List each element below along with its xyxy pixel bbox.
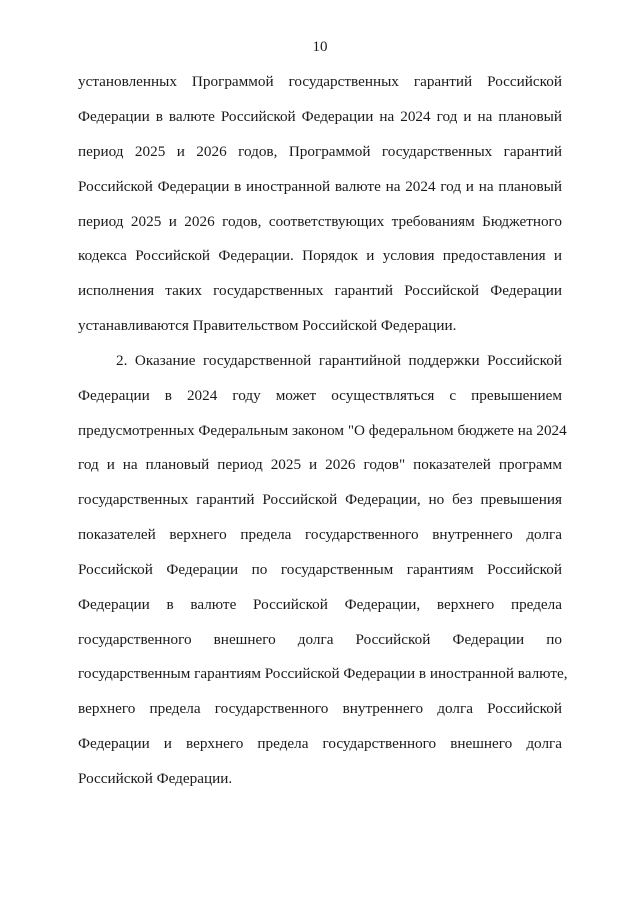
paragraph-2-line-5: государственных гарантий Российской Федерации, но без превышения xyxy=(78,491,562,508)
paragraph-2-line-2: Федерации в 2024 году может осуществляться с превышением xyxy=(78,387,562,404)
paragraph-2-line-10: государственным гарантиям Российской Федерации в иностранной валюте, xyxy=(78,665,568,682)
paragraph-2-line-1: 2. Оказание государственной гарантийной поддержки Российской xyxy=(116,352,562,369)
paragraph-1-line-8: устанавливаются Правительством Российской Федерации. xyxy=(78,317,457,334)
paragraph-1-line-2: Федерации в валюте Российской Федерации на 2024 год и на плановый xyxy=(78,108,562,125)
paragraph-1-line-6: кодекса Российской Федерации. Порядок и условия предоставления и xyxy=(78,247,562,264)
paragraph-2-line-9: государственного внешнего долга Российской Федерации по xyxy=(78,631,562,648)
paragraph-2-line-8: Федерации в валюте Российской Федерации, верхнего предела xyxy=(78,596,562,613)
page-number: 10 xyxy=(312,39,328,55)
paragraph-2-line-7: Российской Федерации по государственным гарантиям Российской xyxy=(78,561,562,578)
paragraph-2-line-4: год и на плановый период 2025 и 2026 годов" показателей программ xyxy=(78,456,562,473)
paragraph-1-line-3: период 2025 и 2026 годов, Программой государственных гарантий xyxy=(78,143,562,160)
paragraph-1-line-4: Российской Федерации в иностранной валюте на 2024 год и на плановый xyxy=(78,178,562,195)
paragraph-1-line-1: установленных Программой государственных гарантий Российской xyxy=(78,73,562,90)
paragraph-2-line-13: Российской Федерации. xyxy=(78,770,233,787)
paragraph-1-line-7: исполнения таких государственных гарантий Российской Федерации xyxy=(78,282,562,299)
paragraph-2-line-12: Федерации и верхнего предела государственного внешнего долга xyxy=(78,735,562,752)
paragraph-1-line-5: период 2025 и 2026 годов, соответствующих требованиям Бюджетного xyxy=(78,213,562,230)
paragraph-2-line-6: показателей верхнего предела государственного внутреннего долга xyxy=(78,526,562,543)
paragraph-2-line-11: верхнего предела государственного внутреннего долга Российской xyxy=(78,700,562,717)
paragraph-2-line-3: предусмотренных Федеральным законом "О федеральном бюджете на 2024 xyxy=(78,422,567,439)
